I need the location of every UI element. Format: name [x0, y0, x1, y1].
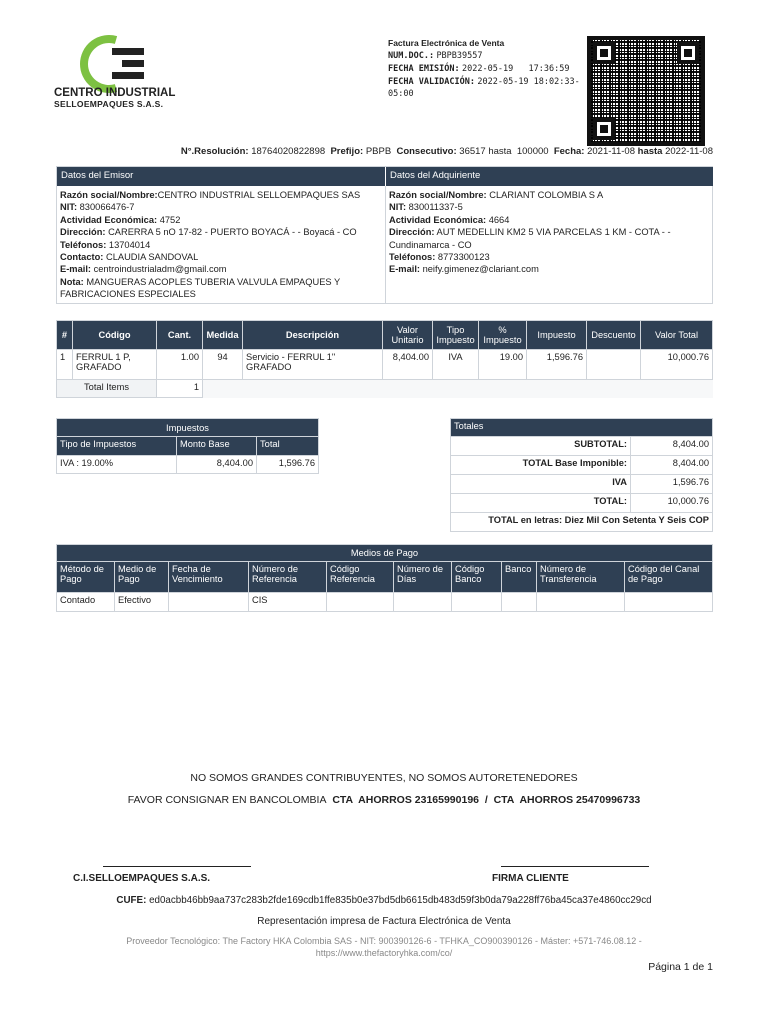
emisor-nit: 830066476-7	[79, 202, 135, 213]
adq-actividad-label: Actividad Económica:	[389, 214, 487, 225]
total-items-row	[57, 380, 713, 398]
emisor-email-label: E-mail:	[60, 264, 91, 275]
page-number: Página 1 de 1	[648, 961, 713, 973]
emisor-nit-label: NIT:	[60, 202, 78, 213]
impuestos-title: Impuestos	[57, 419, 319, 437]
res-label: N°.Resolución:	[180, 146, 249, 157]
emisor-razon: CENTRO INDUSTRIAL SELLOEMPAQUES SAS	[157, 190, 361, 200]
representacion-text: Representación impresa de Factura Electrónica de Venta	[257, 916, 511, 927]
row-pct-impuesto: 19.00	[479, 350, 527, 380]
pago-banco	[502, 593, 537, 612]
row-num: 1	[57, 350, 73, 380]
proveedor-text	[0, 935, 768, 959]
total-letras: TOTAL en letras: Diez Mil Con Setenta Y Seis COP	[451, 513, 713, 532]
row-descripcion	[243, 350, 383, 380]
items-table	[56, 320, 713, 398]
emisor-nota: MANGUERAS ACOPLES TUBERIA VALVULA EMPAQUES Y	[86, 276, 341, 287]
pago-col-codigo-ref: Código Referencia	[327, 562, 394, 593]
pago-transferencia	[537, 593, 625, 612]
consecutivo-value: 36517 hasta 100000	[459, 146, 549, 157]
footer-note-2-prefix: FAVOR CONSIGNAR EN BANCOLOMBIA	[127, 794, 327, 806]
proveedor-url[interactable]: https://www.thefactoryhka.com/co/	[315, 948, 453, 958]
pago-medio: Efectivo	[115, 593, 169, 612]
emisor-direccion: CARERRA 5 nO 17-82 - PUERTO BOYACÁ - - Boyacá - CO	[108, 227, 357, 238]
emisor-contacto-label: Contacto:	[60, 252, 104, 263]
adquiriente-header	[386, 167, 713, 186]
firma-cliente: FIRMA CLIENTE	[492, 873, 569, 884]
fecha-value: 2021-11-08	[587, 146, 635, 157]
items-header-row	[57, 321, 713, 350]
parties-section	[56, 166, 713, 304]
table-row	[57, 456, 319, 474]
medios-pago-table	[56, 544, 713, 612]
total-label: TOTAL:	[451, 494, 631, 513]
emisor-telefonos: 13704014	[108, 239, 151, 250]
impuestos-table	[56, 418, 319, 474]
adquiriente-title: Datos del Adquiriente	[390, 170, 481, 181]
num-doc-value: PBPB39557	[436, 51, 483, 61]
pago-col-metodo: Método de Pago	[57, 562, 115, 593]
logo-line1: CENTRO INDUSTRIAL	[54, 87, 176, 99]
table-row	[57, 350, 713, 380]
col-cant: Cant.	[157, 321, 203, 350]
adq-razon: CLARIANT COLOMBIA S A	[489, 190, 604, 200]
cufe-label: CUFE:	[116, 895, 147, 906]
prefijo-label: Prefijo:	[330, 146, 364, 157]
adq-nit-label: NIT:	[389, 202, 407, 213]
fecha-emision-label: FECHA EMISIÓN:	[388, 64, 460, 74]
signature-line-emisor	[103, 866, 251, 867]
imp-row-base: 8,404.00	[177, 456, 257, 474]
emisor-contacto: CLAUDIA SANDOVAL	[105, 252, 199, 263]
col-codigo: Código	[73, 321, 157, 350]
pago-col-medio: Medio de Pago	[115, 562, 169, 593]
invoice-title: Factura Electrónica de Venta	[388, 38, 505, 48]
imp-col-base: Monto Base	[177, 437, 257, 456]
row-codigo-1: FERRUL 1 P,	[76, 352, 131, 362]
firma-emisor: C.I.SELLOEMPAQUES S.A.S.	[73, 873, 211, 884]
footer-note-1: NO SOMOS GRANDES CONTRIBUYENTES, NO SOMOS AUTORETENEDORES	[190, 772, 578, 784]
row-valor-total: 10,000.76	[641, 350, 713, 380]
adq-nit: 830011337-5	[408, 202, 463, 213]
company-logo	[52, 34, 182, 114]
fecha-label: Fecha:	[553, 146, 585, 157]
col-tipo-impuesto: Tipo Impuesto	[433, 321, 479, 350]
row-codigo-2: GRAFADO	[76, 362, 122, 372]
fecha-validacion-value: 2022-05-19 18:02:33-	[477, 77, 580, 87]
row-tipo-impuesto: IVA	[433, 350, 479, 380]
base-label: TOTAL Base Imponible:	[451, 456, 631, 475]
pago-col-codigo-banco: Código Banco	[452, 562, 502, 593]
subtotal-label: SUBTOTAL:	[451, 437, 631, 456]
total-value: 10,000.76	[631, 494, 713, 513]
pago-col-transferencia: Número de Transferencia	[537, 562, 625, 593]
footer-note-2	[0, 794, 768, 806]
logo-mark-icon	[78, 34, 208, 94]
row-descripcion-2: GRAFADO	[246, 362, 292, 372]
logo-line2: SELLOEMPAQUES S.A.S.	[54, 99, 164, 109]
fecha-validacion-value-2: 05:00	[388, 89, 414, 99]
consecutivo-label: Consecutivo:	[396, 146, 457, 157]
res-value: 18764020822898	[251, 146, 326, 157]
pago-col-referencia: Número de Referencia	[249, 562, 327, 593]
totales-table	[450, 418, 713, 532]
fecha-emision-value: 2022-05-19 17:36:59	[462, 64, 570, 74]
fecha-validacion-label: FECHA VALIDACIÓN:	[388, 77, 475, 87]
pago-fecha	[169, 593, 249, 612]
emisor-telefonos-label: Teléfonos:	[60, 239, 107, 250]
imp-row-total: 1,596.76	[257, 456, 319, 474]
signature-line-cliente	[501, 866, 649, 867]
adq-email-label: E-mail:	[389, 264, 420, 275]
emisor-actividad-label: Actividad Económica:	[60, 214, 158, 225]
iva-label: IVA	[451, 475, 631, 494]
hasta-value: 2022-11-08	[665, 146, 713, 157]
adquiriente-details	[389, 189, 711, 276]
emisor-nota-label: Nota:	[60, 276, 84, 287]
resolution-line	[181, 146, 713, 157]
base-value: 8,404.00	[631, 456, 713, 475]
emisor-header	[57, 167, 385, 186]
pago-col-banco: Banco	[502, 562, 537, 593]
proveedor-line: Proveedor Tecnológico: The Factory HKA Colombia SAS - NIT: 900390126-6 - TFHKA_CO900390126 - Máster: +571-746.08.12 -	[126, 936, 642, 946]
emisor-razon-label: Razón social/Nombre:	[60, 190, 158, 200]
adq-actividad: 4664	[488, 214, 510, 225]
emisor-direccion-label: Dirección:	[60, 227, 106, 238]
pago-referencia: CIS	[249, 593, 327, 612]
cufe-value: ed0acbb46bb9aa737c283b2fde169cdb1ffe835b0e37bd5db6615db483d59f3b0da79a228ff76ba45ca37e4860cc29cd	[149, 895, 652, 906]
adq-telefonos: 8773300123	[437, 252, 490, 263]
adq-razon-label: Razón social/Nombre:	[389, 190, 487, 200]
emisor-details	[60, 189, 382, 301]
num-doc-label: NUM.DOC.:	[388, 51, 435, 61]
table-row	[57, 593, 713, 612]
pago-codigo-banco	[452, 593, 502, 612]
pago-canal	[625, 593, 713, 612]
total-items-label: Total Items	[57, 380, 157, 398]
totales-title: Totales	[451, 419, 713, 437]
adq-direccion-label: Dirección:	[389, 227, 435, 238]
row-descripcion-1: Servicio - FERRUL 1"	[246, 352, 336, 362]
footer-note-2-accounts: CTA AHORROS 23165990196 / CTA AHORROS 25470996733	[332, 794, 641, 806]
iva-value: 1,596.76	[631, 475, 713, 494]
pago-dias	[394, 593, 452, 612]
row-medida: 94	[203, 350, 243, 380]
qr-code	[587, 36, 705, 146]
adq-telefonos-label: Teléfonos:	[389, 252, 436, 263]
prefijo-value: PBPB	[365, 146, 392, 157]
pago-codigo-ref	[327, 593, 394, 612]
col-impuesto: Impuesto	[527, 321, 587, 350]
pago-metodo: Contado	[57, 593, 115, 612]
invoice-header	[388, 37, 588, 100]
imp-col-tipo: Tipo de Impuestos	[57, 437, 177, 456]
emisor-nota-2: FABRICACIONES ESPECIALES	[60, 289, 196, 300]
adq-direccion-2: Cundinamarca - CO	[389, 239, 472, 250]
col-valor-unitario: Valor Unitario	[383, 321, 433, 350]
emisor-title: Datos del Emisor	[61, 170, 134, 181]
adq-email[interactable]: neify.gimenez@clariant.com	[422, 264, 539, 275]
row-descuento	[587, 350, 641, 380]
adq-direccion: AUT MEDELLIN KM2 5 VIA PARCELAS 1 KM - COTA - -	[436, 227, 671, 238]
col-descuento: Descuento	[587, 321, 641, 350]
row-impuesto: 1,596.76	[527, 350, 587, 380]
col-pct-impuesto: % Impuesto	[479, 321, 527, 350]
emisor-actividad: 4752	[159, 214, 181, 225]
col-descripcion: Descripción	[243, 321, 383, 350]
emisor-email[interactable]: centroindustrialadm@gmail.com	[93, 264, 227, 275]
imp-row-tipo: IVA : 19.00%	[57, 456, 177, 474]
pago-col-dias: Número de Días	[394, 562, 452, 593]
cufe-line	[0, 895, 768, 906]
pago-col-fecha: Fecha de Vencimiento	[169, 562, 249, 593]
imp-col-total: Total	[257, 437, 319, 456]
total-items-value: 1	[157, 380, 203, 398]
hasta-label: hasta	[637, 146, 663, 157]
pagos-title: Medios de Pago	[57, 545, 713, 562]
col-medida: Medida	[203, 321, 243, 350]
row-valor-unitario: 8,404.00	[383, 350, 433, 380]
row-codigo	[73, 350, 157, 380]
subtotal-value: 8,404.00	[631, 437, 713, 456]
col-num: #	[57, 321, 73, 350]
row-cant: 1.00	[157, 350, 203, 380]
col-valor-total: Valor Total	[641, 321, 713, 350]
pago-col-canal: Código del Canal de Pago	[625, 562, 713, 593]
